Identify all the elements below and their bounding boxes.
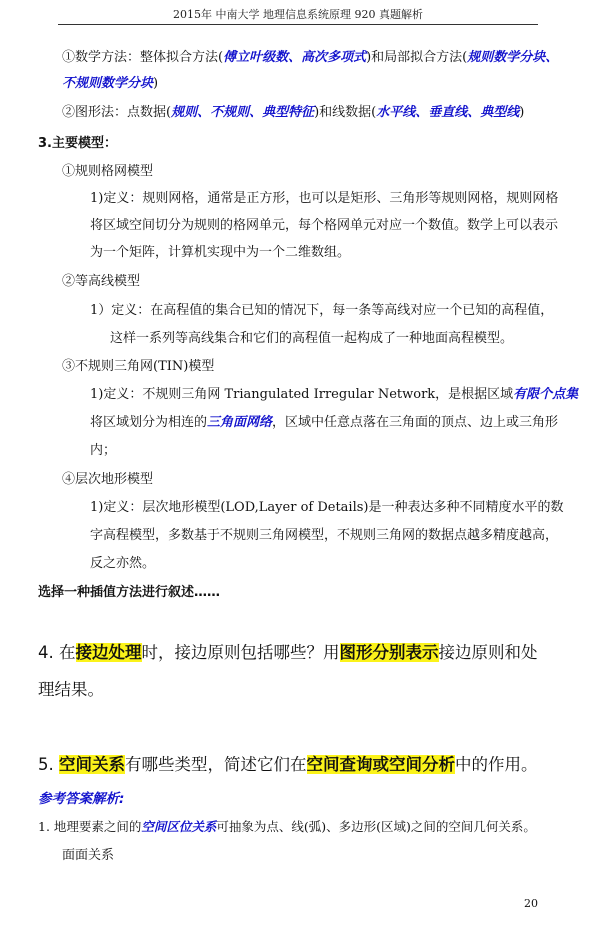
question-4-line-2: 理结果。 [38,680,104,699]
page-number: 20 [524,897,538,910]
text: )和线数据( [314,105,377,120]
text: 有哪些类型，简述它们在 [125,755,307,774]
highlight-term: 空间关系 [59,755,125,774]
model-3-title: ③不规则三角网(TIN)模型 [62,359,215,374]
text: 1)定义：不规则三角网 Triangulated Irregular Network，是根据区域 [90,387,514,402]
model-4-def-line-3: 反之亦然。 [90,556,156,571]
model-3-def-line-1 [90,386,578,404]
highlight-term: 有限个点集 [513,387,579,402]
model-1-def-line-3: 为一个矩阵，计算机实现中为一个二维数组。 [90,245,351,260]
highlight-term: 规则数学分块、 [467,50,559,65]
method-math-line-2 [62,75,158,93]
method-graphic-line [62,104,524,122]
highlight-term: 空间区位关系 [141,819,217,834]
model-1-def-line-2: 将区域空间切分为规则的格网单元，每个格网单元对应一个数值。数学上可以表示 [90,218,559,233]
text: 4. 在 [38,643,76,662]
model-4-def-line-1: 1)定义：层次地形模型(LOD,Layer of Details)是一种表达多种不同精度水平的数 [90,500,564,515]
model-3-def-line-2 [90,414,558,432]
text: 将区域划分为相连的 [90,415,208,430]
question-4-line-1 [38,640,538,666]
header-rule [58,24,538,25]
model-3-def-line-3: 内； [90,443,117,458]
highlight-term: 三角面网络 [207,415,273,430]
answer-line-2: 面面关系 [62,848,115,863]
text: 可抽象为点、线(弧)、多边形(区域)之间的空间几何关系。 [216,819,536,834]
highlight-term: 傅立叶级数、高次多项式 [223,50,367,65]
method-math-line [62,49,558,67]
text: 5. [38,755,59,774]
model-2-def-line-2: 这样一系列等高线集合和它们的高程值一起构成了一种地面高程模型。 [110,331,514,346]
model-4-title: ④层次地形模型 [62,472,154,487]
highlight-term: 规则、不规则、典型特征 [171,105,315,120]
text: ) [519,105,525,120]
choose-method-note: 选择一种插值方法进行叙述…… [38,585,221,600]
section-3-title: 3.主要模型： [38,136,117,151]
text: ②图形法：点数据( [62,105,172,120]
highlight-term: 图形分别表示 [339,643,439,662]
text: 接边原则和处 [438,643,538,662]
highlight-term: 空间查询或空间分析 [306,755,455,774]
model-1-title: ①规则格网模型 [62,164,154,179]
highlight-term: 不规则数学分块 [62,76,154,91]
text: 时，接边原则包括哪些？用 [141,643,340,662]
model-2-def-line-1: 1）定义：在高程值的集合已知的情况下，每一条等高线对应一个已知的高程值， [90,303,554,318]
text: ，区域中任意点落在三角面的顶点、边上或三角形 [272,415,559,430]
highlight-term: 水平线、垂直线、典型线 [376,105,520,120]
highlight-term: 接边处理 [75,643,142,662]
text: 1. 地理要素之间的 [38,819,142,834]
text: 中的作用。 [455,755,538,774]
answer-label: 参考答案解析: [38,791,125,807]
question-5 [38,752,538,778]
text: ①数学方法：整体拟合方法( [62,50,224,65]
model-1-def-line-1: 1)定义：规则网格，通常是正方形，也可以是矩形、三角形等规则网格，规则网格 [90,191,559,206]
page-header: 2015年 中南大学 地理信息系统原理 920 真题解析 [173,8,423,21]
text: ) [153,76,159,91]
answer-line-1 [38,818,536,836]
model-4-def-line-2: 字高程模型，多数基于不规则三角网模型，不规则三角网的数据点越多精度越高， [90,528,559,543]
model-2-title: ②等高线模型 [62,274,141,289]
text: )和局部拟合方法( [366,50,468,65]
